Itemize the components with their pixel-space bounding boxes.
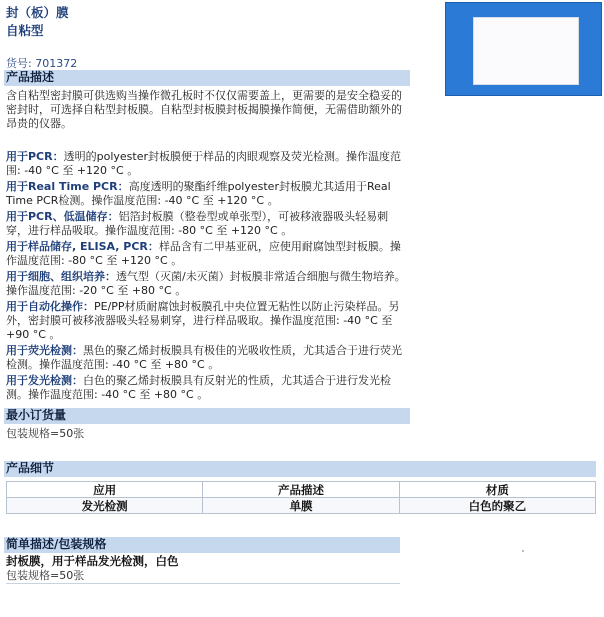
usage-text: 白色的聚乙烯封板膜具有反射光的性质，尤其适合于进行发光检测。操作温度范围: -40 °C 至 +80 °C 。 [6,374,391,401]
usage-label: 用于PCR： [6,150,64,163]
usage-label: 用于荧光检测： [6,344,83,357]
usage-list [6,150,410,404]
sku-number: 货号: 701372 [6,57,78,70]
product-subtitle: 自粘型 [6,23,44,38]
section-heading-summary: 简单描述/包装规格 [4,537,400,553]
cell-material: 白色的聚乙 [399,498,595,514]
cell-application: 发光检测 [7,498,203,514]
usage-text: 透明的polyester封板膜便于样品的肉眼观察及荧光检测。操作温度范围: -40 °C 至 +120 °C 。 [6,150,401,177]
section-heading-details: 产品细节 [4,461,596,477]
column-header-application: 应用 [7,482,203,498]
product-image [445,2,602,96]
details-table [6,481,596,514]
usage-label: 用于样品储存, ELISA, PCR： [6,240,159,253]
usage-text: 黑色的聚乙烯封板膜具有极佳的光吸收性质，尤其适合于进行荧光检测。操作温度范围: -40 °C 至 +80 °C 。 [6,344,402,371]
cell-description: 单膜 [203,498,399,514]
usage-label: 用于细胞、组织培养： [6,270,116,283]
usage-item [6,150,410,178]
usage-text: 高度透明的聚酯纤维polyester封板膜尤其适用于Real Time PCR检测。操作温度范围: -40 °C 至 +120 °C 。 [6,180,391,207]
usage-item [6,344,410,372]
usage-item [6,374,410,402]
usage-text: PE/PP材质耐腐蚀封板膜孔中央位置无粘性以防止污染样品。另外，密封膜可被移液器吸头轻易刺穿，进行样品吸取。操作温度范围: -40 °C 至 +90 °C 。 [6,300,400,341]
column-header-material: 材质 [399,482,595,498]
usage-item [6,210,410,238]
usage-label: 用于发光检测： [6,374,83,387]
product-title: 封（板）膜 [6,5,69,20]
section-heading-min-order: 最小订货量 [4,408,410,424]
usage-label: 用于PCR、低温储存： [6,210,119,223]
usage-label: 用于自动化操作： [6,300,94,313]
product-description: 含自粘型密封膜可供选购当操作微孔板时不仅仅需要盖上，更需要的是安全稳妥的密封时，可选择自粘型封板膜。自粘型封板膜封板揭膜操作简便，无需借助额外的昂贵的仪器。 [6,89,402,130]
usage-text: 样品含有二甲基亚矾，应使用耐腐蚀型封板膜。操作温度范围: -80 °C 至 +120 °C 。 [6,240,401,267]
divider [6,583,400,584]
usage-item [6,300,410,342]
usage-text: 铝箔封板膜（整卷型或单张型），可被移液器吸头轻易刺穿，进行样品吸取。操作温度范围: -80 °C 至 +120 °C 。 [6,210,389,237]
pack-size-text: 包装规格=50张 [6,569,85,582]
table-header-row [7,482,596,498]
min-order-text: 包装规格=50张 [6,427,85,440]
usage-item [6,240,410,268]
decorative-dot [522,550,524,552]
usage-item [6,180,410,208]
usage-text: 透气型（灭菌/未灭菌）封板膜非常适合细胞与微生物培养。操作温度范围: -20 °C 至 +80 °C 。 [6,270,406,297]
section-heading-description: 产品描述 [4,70,410,86]
table-row [7,498,596,514]
usage-label: 用于Real Time PCR： [6,180,129,193]
summary-text: 封板膜，用于样品发光检测，白色 [6,554,179,568]
usage-item [6,270,410,298]
column-header-description: 产品描述 [203,482,399,498]
sealing-film-image [473,17,579,85]
